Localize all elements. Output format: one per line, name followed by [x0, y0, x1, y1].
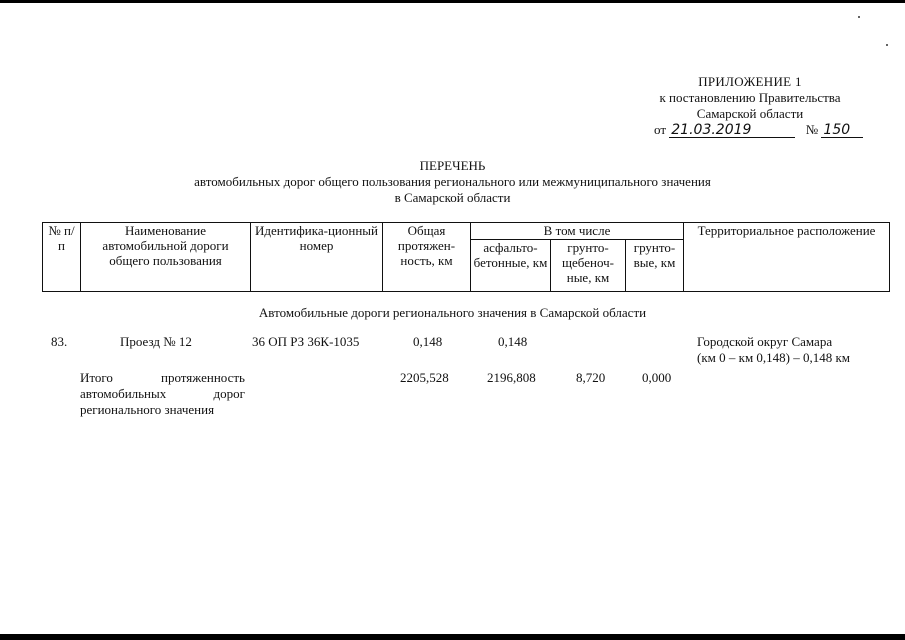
handwritten-number: 150: [823, 122, 851, 138]
header-length: Общая протяжен-ность, км: [383, 223, 471, 292]
section-heading: Автомобильные дороги регионального значения в Самарской области: [258, 305, 647, 320]
header-asphalt: асфальто-бетонные, км: [471, 240, 551, 292]
header-table: [42, 222, 890, 292]
appendix-resolution-line: к постановлению Правительства: [659, 90, 841, 105]
appendix-block: [600, 74, 900, 138]
appendix-title: ПРИЛОЖЕНИЕ 1: [698, 74, 802, 89]
row-name: Проезд № 12: [120, 334, 192, 349]
header-gravel: грунто-щебеноч-ные, км: [551, 240, 626, 292]
title-subtitle: автомобильных дорог общего пользования регионального или межмуниципального значения: [194, 174, 711, 189]
appendix-region-line: Самарской области: [696, 106, 804, 121]
header-num: № п/п: [43, 223, 81, 292]
number-label: №: [805, 122, 819, 137]
total-label-line3: регионального значения: [80, 402, 215, 417]
header-territory: Территориальное расположение: [684, 223, 890, 292]
appendix-date-number-line: [600, 122, 900, 138]
header-including: В том числе: [471, 223, 684, 240]
total-gravel: 8,720: [576, 370, 606, 385]
title-region: в Самарской области: [394, 190, 511, 205]
total-label-line1: Итого протяженность: [80, 370, 245, 385]
header-id: Идентифика-ционный номер: [251, 223, 383, 292]
row-asphalt: 0,148: [498, 334, 528, 349]
header-name: Наименование автомобильной дороги общего пользования: [81, 223, 251, 292]
title-word: ПЕРЕЧЕНЬ: [419, 158, 486, 173]
scan-top-edge: [0, 0, 905, 3]
total-label-line2: автомобильных дорог: [80, 386, 245, 401]
header-dirt: грунто-вые, км: [626, 240, 684, 292]
from-label: от: [654, 122, 667, 137]
row-territory-line1: Городской округ Самара: [697, 334, 833, 349]
number-underline: [821, 123, 863, 138]
total-label: [80, 370, 245, 418]
scan-speck: [886, 44, 888, 46]
handwritten-date: 21.03.2019: [671, 122, 752, 138]
document-title: [0, 158, 905, 206]
total-asphalt: 2196,808: [487, 370, 536, 385]
row-id: 36 ОП РЗ 36К-1035: [252, 334, 360, 349]
row-length: 0,148: [413, 334, 443, 349]
total-length: 2205,528: [400, 370, 449, 385]
row-num: 83.: [51, 334, 68, 349]
scan-bottom-edge: [0, 634, 905, 640]
row-territory-line2: (км 0 – км 0,148) – 0,148 км: [697, 350, 851, 365]
date-underline: [669, 123, 795, 138]
scan-speck: [858, 16, 860, 18]
total-dirt: 0,000: [642, 370, 672, 385]
